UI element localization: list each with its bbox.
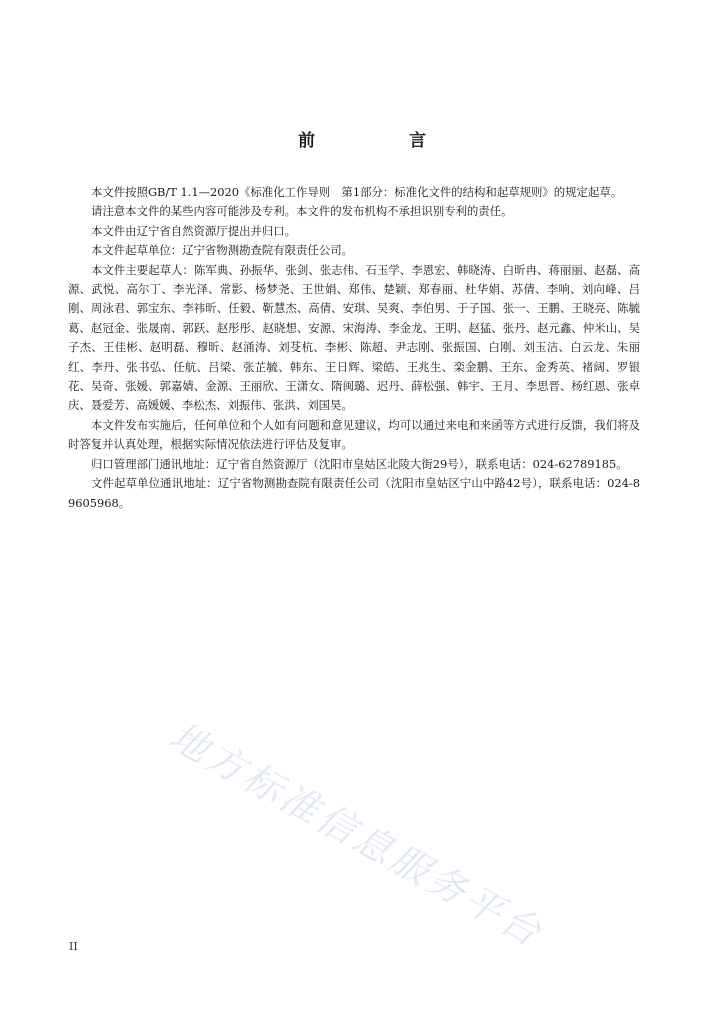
paragraph-patent-notice: 请注意本文件的某些内容可能涉及专利。本文件的发布机构不承担识别专利的责任。 — [91, 204, 513, 219]
page-title: 前 言 — [298, 131, 470, 151]
page-number: II — [69, 940, 78, 953]
paragraph-drafters: 本文件主要起草人：陈军典、孙振华、张剑、张志伟、石玉学、李恩宏、韩晓涛、白昕冉、蒋丽丽、赵磊、高源、武悦、高尔丁、李光泽、常影、杨梦尧、王世娟、郑伟、楚颖、郑春丽、杜华娟、苏倩、李响、刘向峰、吕刚、周泳君、郭宝东、李祎昕、任毅、靳慧杰、高倩、安琪、吴爽、李伯男、于子国、张一、王鹏、王晓亮、陈毓葛、赵冠金、张晟南、郭跃、赵彤彤、赵晓想、安源、宋海涛、李金龙、王明、赵猛、张丹、赵元鑫、仲米山、吴子杰、王佳彬、赵明磊、穆昕、赵涌涛、刘芟杭、李彬、陈超、尹志刚、张振国、白刚、刘玉洁、白云龙、朱丽红、李丹、张书弘、任航、吕梁、张芷毓、韩东、王日辉、梁皓、王兆生、栾金鹏、王东、金秀英、褚阔、罗银花、吴奇、张媛、郭嘉婧、金源、王丽欣、王潇女、隋闽璐、迟丹、薛松强、韩宇、王月、李思晋、杨红恩、张卓庆、聂爱芳、高媛媛、李松杰、刘振伟、张洪、刘国昊。 — [68, 262, 640, 413]
paragraph-drafting-unit-address: 文件起草单位通讯地址：辽宁省物测勘查院有限责任公司（沈阳市皇姑区宁山中路42号），联系电话：024-89605968。 — [68, 476, 640, 510]
paragraph-drafting-rules: 本文件按照GB/T 1.1—2020《标准化工作导则 第1部分：标准化文件的结构和起草规则》的规定起草。 — [91, 185, 623, 199]
foreword-body — [68, 183, 640, 513]
paragraph-feedback: 本文件发布实施后，任何单位和个人如有问题和意见建议，均可以通过来电和来函等方式进行反馈，我们将及时答复并认真处理，根据实际情况依法进行评估及复审。 — [68, 417, 640, 452]
paragraph-proposer: 本文件由辽宁省自然资源厅提出并归口。 — [91, 223, 297, 238]
watermark-text: 地方标准信息服务平台 — [162, 713, 551, 956]
paragraph-management-address: 归口管理部门通讯地址：辽宁省自然资源厅（沈阳市皇姑区北陵大街29号），联系电话：024-62789185。 — [91, 456, 628, 471]
paragraph-drafting-unit: 本文件起草单位：辽宁省物测勘查院有限责任公司。 — [91, 243, 353, 258]
